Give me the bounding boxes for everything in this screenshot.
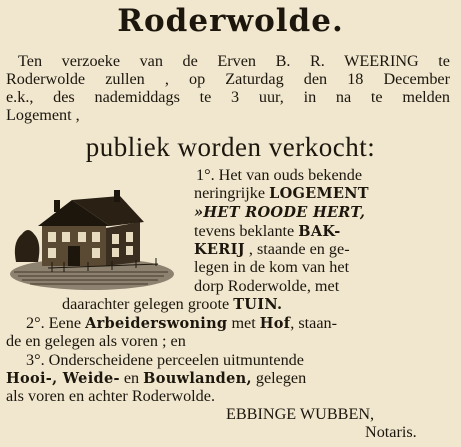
- lot1-line-1: 1°. Het van ouds bekende: [196, 166, 363, 184]
- notary-title: Notaris.: [365, 423, 417, 441]
- lot3-line-1: 3°. Onderscheidene perceelen uitmuntende: [26, 351, 304, 369]
- lot1-line-3: »HET ROODE HERT,: [194, 204, 366, 221]
- lot1-line-6: legen in de kom van het: [194, 258, 350, 276]
- lot1-line-4: tevens beklante BAK-: [194, 222, 341, 240]
- ad-headline: publiek worden verkocht:: [85, 132, 376, 162]
- lot3-line-2: Hooi-, Weide- en Bouwlanden, gelegen: [6, 369, 307, 387]
- intro-line-3: e.k., des nademiddags te 3 uur, in na te melden: [6, 88, 450, 106]
- ad-title: Roderwolde.: [117, 3, 344, 39]
- lot3-line-3: als voren en achter Roderwolde.: [6, 387, 216, 405]
- intro-line-2: Roderwolde zullen , op Zaturdag den 18 December: [6, 70, 450, 88]
- lot1-line-7: dorp Roderwolde, met: [194, 277, 340, 295]
- lot2-line-2: de en gelegen als voren ; en: [6, 332, 186, 350]
- notary-name: EBBINGE WUBBEN,: [226, 405, 375, 423]
- house-engraving: [8, 182, 176, 294]
- intro-line-1: Ten verzoeke van de Erven B. R. WEERING te: [18, 52, 450, 70]
- lot1-line-5: KERIJ , staande en ge-: [194, 240, 350, 258]
- lot2-line-1: 2°. Eene Arbeiderswoning met Hof, staan-: [26, 314, 338, 332]
- lot1-line-2: neringrijke LOGEMENT: [194, 184, 369, 202]
- intro-line-4: Logement ,: [6, 106, 80, 124]
- lot1-line-8: daarachter gelegen groote TUIN.: [62, 295, 283, 313]
